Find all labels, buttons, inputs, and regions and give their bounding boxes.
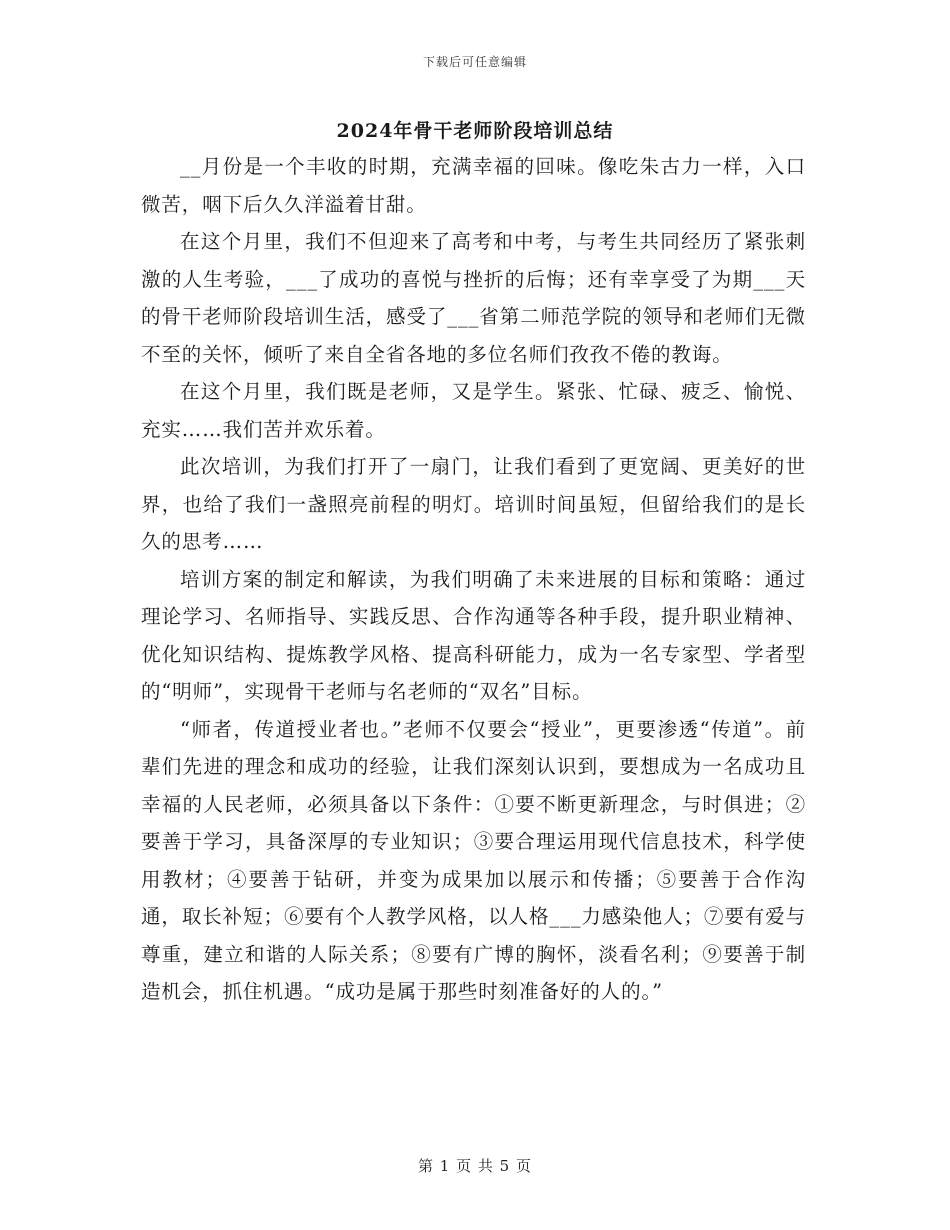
paragraph-6: “师者，传道授业者也。”老师不仅要会“授业”，更要渗透“传道”。前辈们先进的理念和成功的经验，让我们深刻认识到，要想成为一名成功且幸福的人民老师，必须具备以下条件：①要不断更新理念，与时俱进；②要善于学习，具备深厚的专业知识；③要合理运用现代信息技术，科学使用教材；④要善于钻研，并变为成果加以展示和传播；⑤要善于合作沟通，取长补短；⑥要有个人教学风格，以人格___力感染他人；⑦要有爱与尊重，建立和谐的人际关系；⑧要有广博的胸怀，淡看名利；⑨要善于制造机会，抓住机遇。“成功是属于那些时刻准备好的人的。” [141, 717, 806, 1003]
document-title: 2024年骨干老师阶段培训总结 [336, 120, 614, 142]
paragraph-5: 培训方案的制定和解读，为我们明确了未来进展的目标和策略：通过理论学习、名师指导、实践反思、合作沟通等各种手段，提升职业精神、优化知识结构、提炼教学风格、提高科研能力，成为一名专家型、学者型的“明师”，实现骨干老师与名老师的“双名”目标。 [141, 567, 806, 703]
paragraph-3: 在这个月里，我们既是老师，又是学生。紧张、忙碌、疲乏、愉悦、充实……我们苦并欢乐着。 [141, 380, 806, 441]
document-body [141, 148, 806, 1011]
paragraph-2: 在这个月里，我们不但迎来了高考和中考，与考生共同经历了紧张刺激的人生考验，___了成功的喜悦与挫折的后悔；还有幸享受了为期___天的骨干老师阶段培训生活，感受了___省第二师范学院的领导和老师们无微不至的关怀，倾听了来自全省各地的多位名师们孜孜不倦的教诲。 [141, 230, 806, 366]
paragraph-1: __月份是一个丰收的时期，充满幸福的回味。像吃朱古力一样，入口微苦，咽下后久久洋溢着甘甜。 [141, 155, 806, 216]
paragraph-4: 此次培训，为我们打开了一扇门，让我们看到了更宽阔、更美好的世界，也给了我们一盏照亮前程的明灯。培训时间虽短，但留给我们的是长久的思考…… [141, 455, 806, 553]
header-note: 下载后可任意编辑 [422, 55, 527, 69]
page-number-footer: 第 1 页 共 5 页 [418, 1157, 532, 1175]
